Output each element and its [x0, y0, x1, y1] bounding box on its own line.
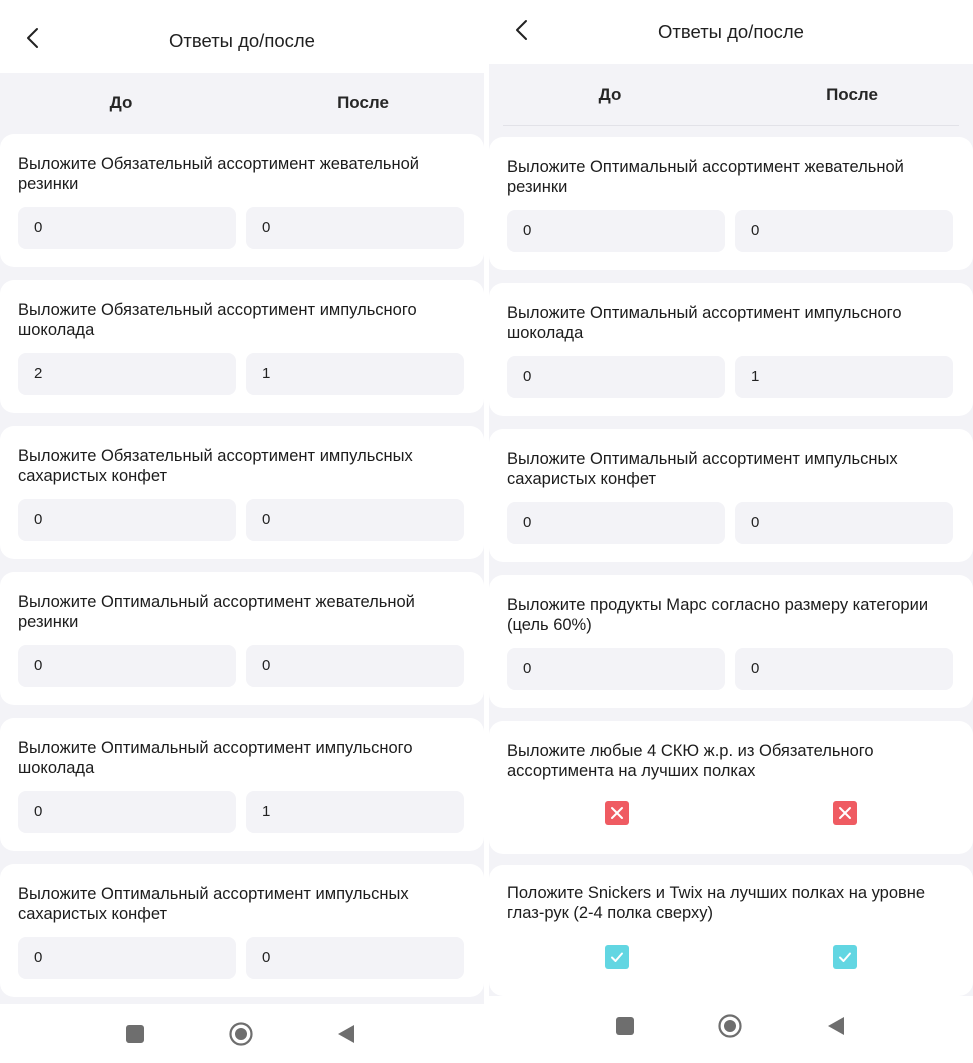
- tabs: [489, 66, 973, 124]
- question-title: Выложите Оптимальный ассортимент импульсного шоколада: [18, 739, 413, 777]
- tab-before[interactable]: До: [598, 85, 622, 104]
- before-answer-field: 0: [18, 937, 236, 979]
- question-title: Выложите Оптимальный ассортимент импульсного шоколада: [507, 304, 902, 342]
- question-title: Выложите продукты Марс согласно размеру категории (цель 60%): [507, 596, 929, 634]
- before-answer-field: 0: [18, 791, 236, 833]
- tab-after[interactable]: После: [337, 93, 389, 112]
- question-card: [0, 572, 484, 705]
- question-card: [489, 283, 973, 416]
- header: [489, 0, 973, 64]
- triangle-left-icon[interactable]: [827, 1016, 845, 1036]
- before-answer-field: 0: [507, 210, 725, 252]
- cross-icon: [610, 806, 624, 820]
- question-title: Положите Snickers и Twix на лучших полках на уровне глаз-рук (2-4 полка сверху): [507, 884, 926, 922]
- tab-after[interactable]: После: [826, 85, 878, 104]
- page-title: Ответы до/после: [169, 30, 315, 51]
- question-title: Выложите Оптимальный ассортимент жевательной резинки: [507, 158, 904, 196]
- question-card: [489, 721, 973, 854]
- system-nav-bar: [489, 996, 973, 1063]
- circle-icon[interactable]: [229, 1022, 253, 1046]
- question-title: Выложите Обязательный ассортимент жевательной резинки: [18, 155, 420, 193]
- question-title: Выложите любые 4 СКЮ ж.р. из Обязательного ассортимента на лучших полках: [507, 742, 874, 780]
- question-card: [489, 865, 973, 996]
- system-nav-bar: [0, 1004, 484, 1063]
- header: [0, 0, 484, 73]
- circle-icon[interactable]: [718, 1014, 742, 1038]
- after-answer-field: 0: [735, 648, 953, 690]
- question-card: [0, 134, 484, 267]
- question-card: [489, 429, 973, 562]
- question-card: [0, 718, 484, 851]
- square-icon[interactable]: [126, 1025, 144, 1043]
- before-answer-field: 0: [18, 207, 236, 249]
- page-title: Ответы до/после: [658, 21, 804, 42]
- after-answer-field: 1: [246, 791, 464, 833]
- before-answer-field: 2: [18, 353, 236, 395]
- question-title: Выложите Оптимальный ассортимент жевательной резинки: [18, 593, 415, 631]
- question-card: [0, 426, 484, 559]
- before-answer-field: 0: [507, 356, 725, 398]
- question-card: [489, 575, 973, 708]
- question-card: [489, 137, 973, 270]
- tabs: [0, 74, 484, 132]
- before-answer-field: 0: [507, 648, 725, 690]
- screen-right: [489, 0, 973, 1063]
- check-icon: [610, 950, 624, 964]
- after-answer-field: 0: [246, 937, 464, 979]
- check-icon: [838, 950, 852, 964]
- after-cross-icon: [833, 801, 857, 825]
- square-icon[interactable]: [616, 1017, 634, 1035]
- after-answer-field: 0: [735, 502, 953, 544]
- before-answer-field: 0: [18, 499, 236, 541]
- after-answer-field: 0: [735, 210, 953, 252]
- after-answer-field: 1: [246, 353, 464, 395]
- question-title: Выложите Обязательный ассортимент импульсных сахаристых конфет: [18, 447, 413, 485]
- tab-before[interactable]: До: [109, 93, 133, 112]
- after-answer-field: 1: [735, 356, 953, 398]
- before-check-icon: [605, 945, 629, 969]
- after-answer-field: 0: [246, 499, 464, 541]
- before-answer-field: 0: [18, 645, 236, 687]
- tabs-underline: [503, 125, 959, 126]
- after-answer-field: 0: [246, 645, 464, 687]
- before-cross-icon: [605, 801, 629, 825]
- question-card: [0, 864, 484, 997]
- triangle-left-icon[interactable]: [337, 1024, 355, 1044]
- question-title: Выложите Оптимальный ассортимент импульсных сахаристых конфет: [507, 450, 898, 488]
- cross-icon: [838, 806, 852, 820]
- screen-left: [0, 0, 484, 1063]
- question-title: Выложите Обязательный ассортимент импульсного шоколада: [18, 301, 417, 339]
- before-answer-field: 0: [507, 502, 725, 544]
- question-card: [0, 280, 484, 413]
- question-title: Выложите Оптимальный ассортимент импульсных сахаристых конфет: [18, 885, 409, 923]
- after-check-icon: [833, 945, 857, 969]
- after-answer-field: 0: [246, 207, 464, 249]
